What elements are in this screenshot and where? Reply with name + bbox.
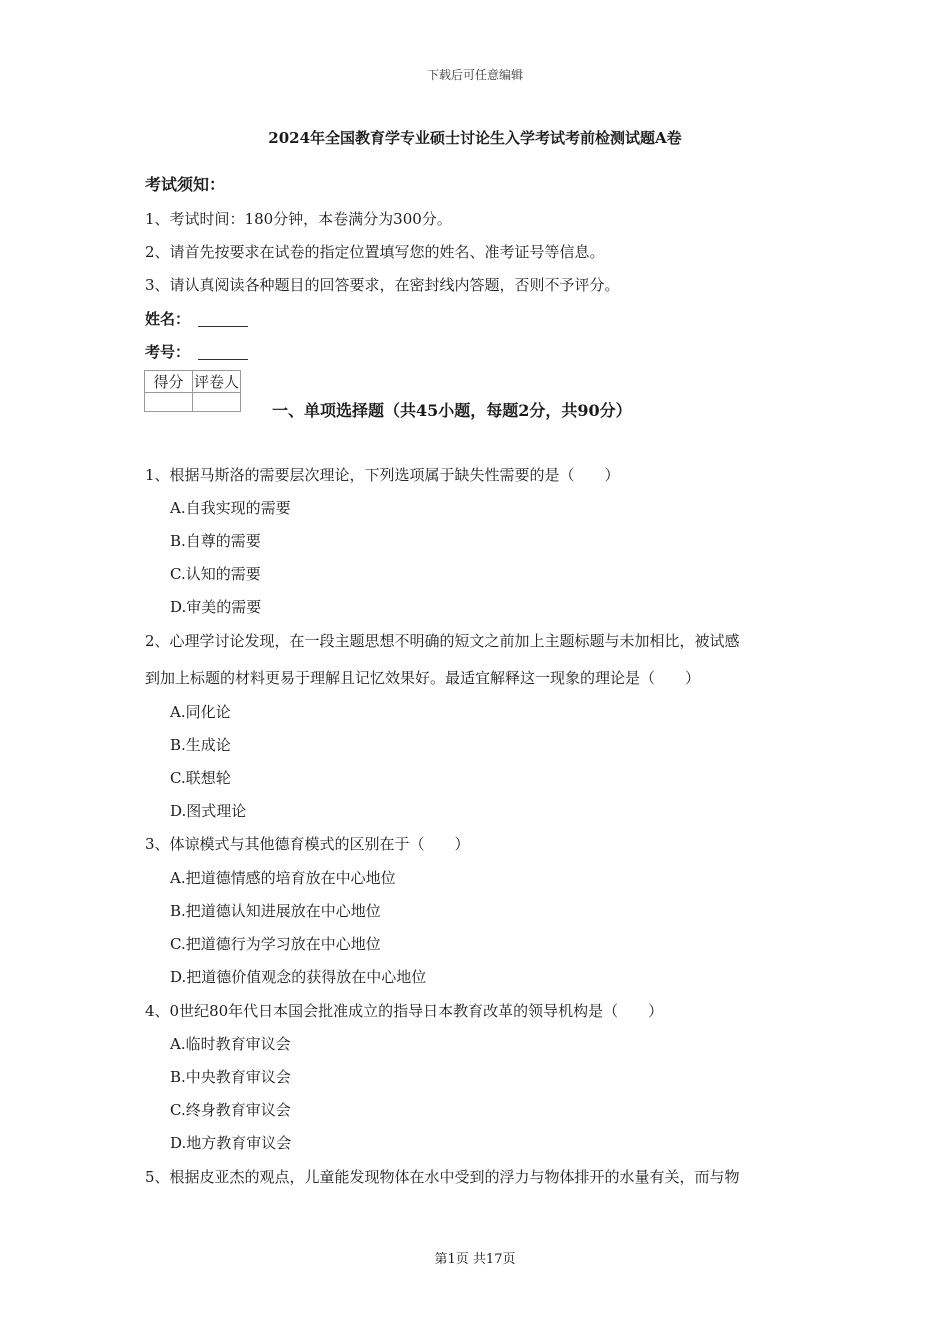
answer-option: B.把道德认知进展放在中心地位 <box>170 902 381 920</box>
answer-option: A.同化论 <box>170 703 231 721</box>
question-stem: 5、根据皮亚杰的观点，儿童能发现物体在水中受到的浮力与物体排开的水量有关，而与物 <box>145 1168 740 1186</box>
answer-option: A.把道德情感的培育放在中心地位 <box>170 869 396 887</box>
question-stem: 1、根据马斯洛的需要层次理论，下列选项属于缺失性需要的是（ ） <box>145 466 620 484</box>
notice-item: 1、考试时间：180分钟，本卷满分为300分。 <box>145 210 452 228</box>
score-table <box>144 370 241 412</box>
answer-option: C.把道德行为学习放在中心地位 <box>170 935 381 953</box>
name-field <box>145 308 248 329</box>
answer-option: D.审美的需要 <box>170 598 262 616</box>
document-title: 2024年全国教育学专业硕士讨论生入学考试考前检测试题A卷 <box>268 129 682 147</box>
answer-option: B.自尊的需要 <box>170 532 261 550</box>
answer-option: B.中央教育审议会 <box>170 1068 291 1086</box>
answer-option: D.把道德价值观念的获得放在中心地位 <box>170 968 427 986</box>
name-blank[interactable] <box>198 312 248 327</box>
answer-option: D.地方教育审议会 <box>170 1134 292 1152</box>
grader-header: 评卷人 <box>193 371 241 393</box>
answer-option: C.认知的需要 <box>170 565 261 583</box>
answer-option: D.图式理论 <box>170 802 247 820</box>
answer-option: C.终身教育审议会 <box>170 1101 291 1119</box>
notice-item: 2、请首先按要求在试卷的指定位置填写您的姓名、准考证号等信息。 <box>145 243 605 261</box>
question-stem: 2、心理学讨论发现，在一段主题思想不明确的短文之前加上主题标题与未加相比，被试感 <box>145 632 740 650</box>
exam-number-blank[interactable] <box>198 345 248 360</box>
score-cell <box>145 393 193 412</box>
exam-number-label: 考号： <box>145 343 191 361</box>
answer-option: A.临时教育审议会 <box>170 1035 291 1053</box>
answer-option: B.生成论 <box>170 736 231 754</box>
exam-number-field <box>145 341 248 362</box>
answer-option: A.自我实现的需要 <box>170 499 291 517</box>
page-footer: 第1页 共17页 <box>434 1252 516 1267</box>
header-note: 下载后可任意编辑 <box>426 68 523 82</box>
question-stem-continued: 到加上标题的材料更易于理解且记忆效果好。最适宜解释这一现象的理论是（ ） <box>145 669 701 687</box>
question-stem: 4、0世纪80年代日本国会批准成立的指导日本教育改革的领导机构是（ ） <box>145 1002 664 1020</box>
question-stem: 3、体谅模式与其他德育模式的区别在于（ ） <box>145 835 470 853</box>
notice-heading: 考试须知： <box>145 175 226 194</box>
name-label: 姓名： <box>145 310 191 328</box>
notice-item: 3、请认真阅读各种题目的回答要求，在密封线内答题，否则不予评分。 <box>145 276 620 294</box>
answer-option: C.联想轮 <box>170 769 231 787</box>
grader-cell <box>193 393 241 412</box>
section-heading: 一、单项选择题（共45小题，每题2分，共90分） <box>272 401 632 420</box>
score-header: 得分 <box>145 371 193 393</box>
